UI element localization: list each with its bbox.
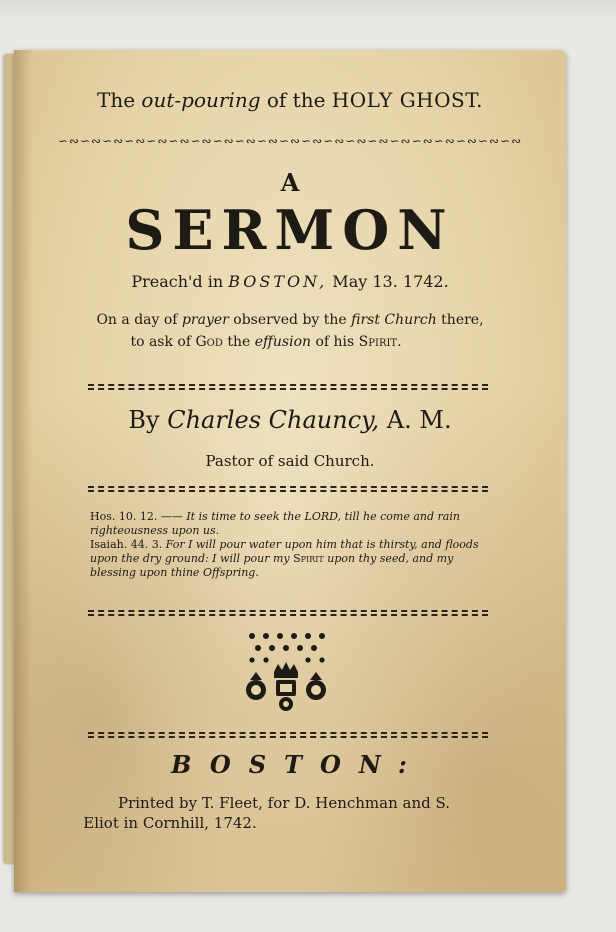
author-byline: By Charles Chauncy, A. M. bbox=[128, 406, 452, 434]
page-title: The out-pouring of the HOLY GHOST. bbox=[97, 88, 483, 112]
scripture-isaiah: Isaiah. 44. 3. For I will pour water upon him that is thirsty, and floods upon the dry ground: I will pour my Spirit upon thy seed, and my blessing upon thine Offspring. bbox=[90, 538, 479, 579]
double-rule bbox=[88, 486, 488, 492]
crown-thistle-ornament-icon bbox=[240, 628, 330, 716]
ornament-rule-top: ∽∾∽∾∽∾∽∾∽∾∽∾∽∾∽∾∽∾∽∾∽∾∽∾∽∾∽∾∽∾∽∾∽∾∽∾∽∾∽∾∽∾ bbox=[57, 134, 523, 148]
preached-line: Preach'd in BOSTON, May 13. 1742. bbox=[131, 272, 449, 291]
occasion-line-2: to ask of God the effusion of his Spirit. bbox=[130, 334, 402, 350]
article-a: A bbox=[280, 168, 300, 197]
imprint-line-2: Eliot in Cornhill, 1742. bbox=[83, 814, 257, 832]
occasion-line-1: On a day of prayer observed by the first Church there, bbox=[96, 312, 484, 328]
place-of-publication: BOSTON: bbox=[171, 750, 425, 779]
imprint-line-1: Printed by T. Fleet, for D. Henchman and S. bbox=[117, 794, 450, 812]
author-title: Pastor of said Church. bbox=[205, 452, 375, 470]
scripture-hosea: Hos. 10. 12. —— It is time to seek the LORD, till he come and rain righteousness upon us. bbox=[90, 510, 460, 537]
sermon-heading: SERMON bbox=[125, 198, 455, 262]
double-rule bbox=[88, 384, 488, 390]
backdrop bbox=[0, 0, 616, 20]
title-page bbox=[14, 50, 566, 892]
double-rule bbox=[88, 732, 488, 738]
double-rule bbox=[88, 610, 488, 616]
